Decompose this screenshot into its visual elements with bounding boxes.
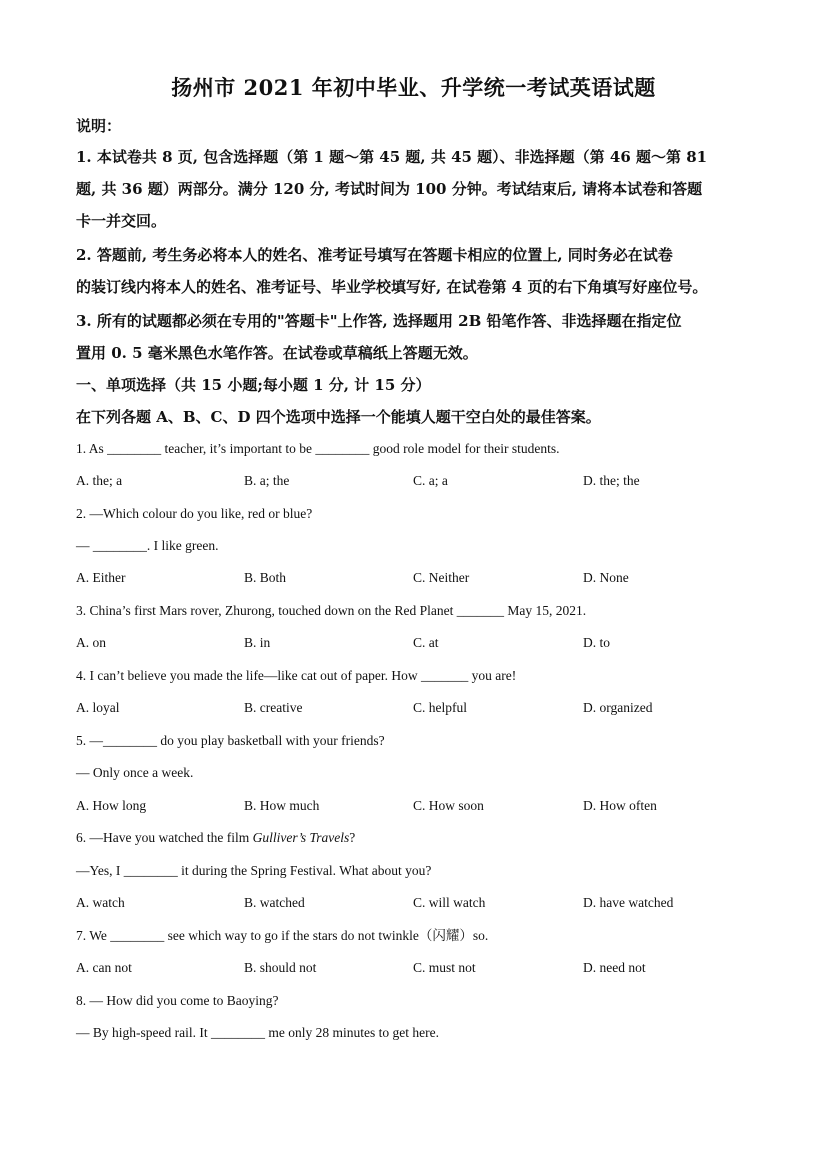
option-a: A. can not xyxy=(76,960,132,975)
option-c: C. must not xyxy=(413,960,476,975)
intro-line: 题, 共 36 题）两部分。满分 120 分, 考试时间为 100 分钟。考试结束后, 请将本试卷和答题 xyxy=(76,180,703,198)
option-b: B. watched xyxy=(244,895,305,910)
question-stem: 2. —Which colour do you like, red or blue? xyxy=(76,506,313,521)
option-c: C. at xyxy=(413,635,439,650)
option-c: C. will watch xyxy=(413,895,486,910)
option-b: B. in xyxy=(244,635,271,650)
intro-line: 置用 0. 5 毫米黑色水笔作答。在试卷或草稿纸上答题无效。 xyxy=(76,344,478,362)
option-d: D. to xyxy=(583,635,610,650)
option-d: D. the; the xyxy=(583,473,640,488)
option-b: B. creative xyxy=(244,700,303,715)
option-d: D. have watched xyxy=(583,895,674,910)
option-a: A. How long xyxy=(76,798,147,813)
question-stem: 4. I can’t believe you made the life—like cat out of paper. How _______ you are! xyxy=(76,668,517,683)
intro-line: 2. 答题前, 考生务必将本人的姓名、准考证号填写在答题卡相应的位置上, 同时务必在试卷 xyxy=(76,246,673,264)
question-stem xyxy=(76,829,355,847)
option-a: A. the; a xyxy=(76,473,123,488)
option-c: C. How soon xyxy=(413,798,484,813)
option-c: C. Neither xyxy=(413,570,470,585)
intro-line: 卡一并交回。 xyxy=(76,212,167,230)
option-c: C. helpful xyxy=(413,700,467,715)
option-b: B. a; the xyxy=(244,473,290,488)
option-d: D. None xyxy=(583,570,629,585)
option-d: D. need not xyxy=(583,960,646,975)
option-b: B. should not xyxy=(244,960,317,975)
option-d: D. organized xyxy=(583,700,653,715)
option-a: A. Either xyxy=(76,570,126,585)
question-stem: 1. As ________ teacher, it’s important to be ________ good role model for their students. xyxy=(76,441,560,456)
question-stem: 3. China’s first Mars rover, Zhurong, touched down on the Red Planet _______ May 15, 2021. xyxy=(76,603,587,618)
page-title: 扬州市 2021 年初中毕业、升学统一考试英语试题 xyxy=(171,75,656,100)
film-title: Gulliver’s Travels xyxy=(252,830,350,845)
option-a: A. on xyxy=(76,635,106,650)
option-b: B. How much xyxy=(244,798,320,813)
section-heading: 一、单项选择（共 15 小题;每小题 1 分, 计 15 分） xyxy=(76,376,431,394)
option-d: D. How often xyxy=(583,798,657,813)
intro-line: 的装订线内将本人的姓名、准考证号、毕业学校填写好, 在试卷第 4 页的右下角填写好座位号。 xyxy=(76,278,708,296)
intro-line: 3. 所有的试题都必须在专用的"答题卡"上作答, 选择题用 2B 铅笔作答、非选择题在指定位 xyxy=(76,312,682,330)
question-stem: — ________. I like green. xyxy=(76,538,219,553)
option-a: A. loyal xyxy=(76,700,120,715)
question-text: 6. —Have you watched the film xyxy=(76,830,253,845)
option-c: C. a; a xyxy=(413,473,448,488)
question-stem: — By high-speed rail. It ________ me only 28 minutes to get here. xyxy=(76,1025,439,1040)
question-stem: —Yes, I ________ it during the Spring Festival. What about you? xyxy=(76,863,432,878)
section-instruction: 在下列各题 A、B、C、D 四个选项中选择一个能填人题干空白处的最佳答案。 xyxy=(76,408,601,426)
option-b: B. Both xyxy=(244,570,287,585)
question-stem: 8. — How did you come to Baoying? xyxy=(76,993,279,1008)
question-stem: — Only once a week. xyxy=(76,765,194,780)
question-stem: 7. We ________ see which way to go if the stars do not twinkle（闪耀）so. xyxy=(76,928,489,943)
intro-heading: 说明： xyxy=(76,117,122,135)
option-a: A. watch xyxy=(76,895,125,910)
intro-line: 1. 本试卷共 8 页, 包含选择题（第 1 题～第 45 题, 共 45 题）、非选择题（第 46 题～第 81 xyxy=(76,148,708,166)
question-text: ? xyxy=(349,830,356,845)
question-stem: 5. —________ do you play basketball with your friends? xyxy=(76,733,385,748)
